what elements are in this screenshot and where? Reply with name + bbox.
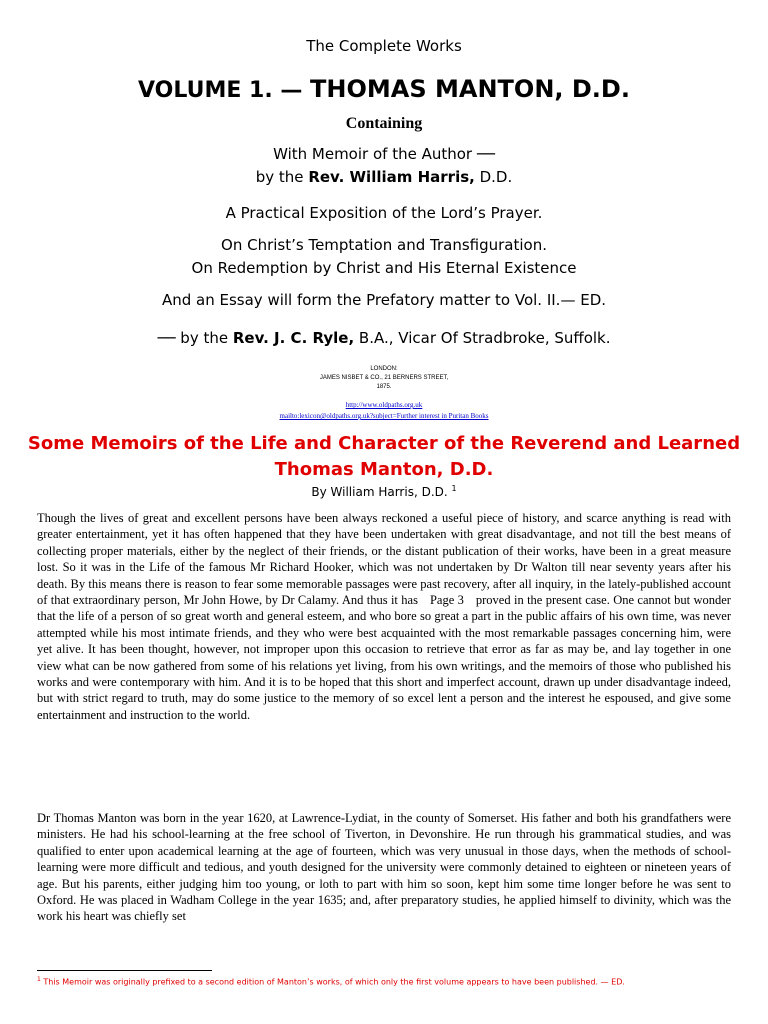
website-link[interactable]: http://www.oldpaths.org.uk <box>345 401 423 409</box>
essay-author-line <box>0 329 768 347</box>
footnote-number: 1 <box>37 976 41 983</box>
essay-by-prefix: ── by the <box>157 329 233 347</box>
email-link-row <box>0 405 768 423</box>
essay-author-name: Rev. J. C. Ryle, <box>232 329 355 347</box>
byline-text: By William Harris, D.D. <box>311 485 452 499</box>
paragraph-1-part-2: proved in the present case. One cannot but wonder that the life of a person of so great worth and general esteem, and who bore so great a part in the public affairs of his own time, was never attempted while his most intimate friends, and they who were best acquainted with the most remarkable passages concerning him, were yet alive. It has been thought, however, not improper upon this occasion to retrieve that error as far as may be, and lay together in one view what can be now gathered from some of his relations yet living, from his own writings, and the memoirs of those who published his works and were contemporary with him. And it is to be hoped that this short and imperfect account, drawn up under disadvantage indeed, but with strict regard to truth, may do some justice to the memory of so excel lent a person and the interest he espoused, and give some entertainment and instruction to the world. <box>37 593 731 722</box>
contents-item-temptation: On Christ’s Temptation and Transfiguration. <box>221 236 547 254</box>
page-marker: Page 3 <box>429 593 464 608</box>
memoir-author-name: Rev. William Harris, <box>308 168 475 186</box>
imprint-year: 1875. <box>376 384 392 390</box>
contents-item-lords-prayer: A Practical Exposition of the Lord’s Prayer. <box>225 204 543 222</box>
series-title: The Complete Works <box>306 37 462 55</box>
essay-by-suffix: B.A., Vicar Of Stradbroke, Suffolk. <box>354 329 611 347</box>
memoir-heading-line-2: Thomas Manton, D.D. <box>274 459 494 480</box>
volume-title <box>0 75 768 103</box>
footnote <box>37 976 737 987</box>
author-name: THOMAS MANTON, D.D. <box>310 75 630 103</box>
footnote-divider <box>37 970 212 971</box>
memoir-by-prefix: by the <box>255 168 309 186</box>
memoir-author-line <box>0 168 768 186</box>
memoir-by-suffix: D.D. <box>474 168 513 186</box>
memoir-paragraph-1 <box>37 510 731 723</box>
imprint-publisher: JAMES NISBET & CO., 21 BERNERS STREET, <box>319 375 449 381</box>
paragraph-1-part-1: Though the lives of great and excellent persons have been always reckoned a useful piece of history, and scarce anything is read with greater entertainment, yet it has often happened that they have been undertaken with great disadvantage, and not till the best means of collecting proper materials, either by the neglect of their friends, or the distant publication of their works, have been in a great measure lost. So it was in the Life of the famous Mr Richard Hooker, which was not undertaken by Dr Walton till near seventy years after his death. By this means there is reason to fear some memorable passages were past recovery, after all inquiry, in the lately-published account of that extraordinary person, Mr John Howe, by Dr Calamy. And thus it has <box>37 511 731 608</box>
footnote-text: This Memoir was originally prefixed to a second edition of Manton’s works, of which only the first volume appears to have been published. — ED. <box>40 977 625 987</box>
essay-line: And an Essay will form the Prefatory matter to Vol. II.— ED. <box>161 291 607 309</box>
contents-item-redemption: On Redemption by Christ and His Eternal Existence <box>191 259 577 277</box>
memoir-line: With Memoir of the Author ── <box>273 145 495 163</box>
email-link[interactable]: mailto:lexicon@oldpaths.org.uk?subject=Further interest in Puritan Books <box>279 412 489 420</box>
memoir-byline <box>0 484 768 499</box>
memoir-paragraph-2: Dr Thomas Manton was born in the year 1620, at Lawrence-Lydiat, in the county of Somerset. His father and both his grandfathers were ministers. He had his school-learning at the free school of Tiverton, in Devonshire. He run through his grammatical studies, and was qualified to enter upon academical learning at the age of fourteen, which was very unusual in those days, when the methods of school-learning were more difficult and tedious, and youth designed for the university were commonly detained to eighteen or nineteen years of age. But his parents, either judging him too young, or loth to part with him so soon, kept him some time longer before he was sent to Oxford. He was placed in Wadham College in the year 1635; and, after preparatory studies, he applied himself to divinity, which was the work his heart was chiefly set <box>37 811 731 924</box>
volume-prefix: VOLUME 1. — <box>138 78 311 103</box>
footnote-reference[interactable]: 1 <box>451 484 457 493</box>
imprint-place: LONDON: <box>370 366 398 372</box>
containing-label: Containing <box>345 115 423 132</box>
memoir-heading-line-1: Some Memoirs of the Life and Character of the Reverend and Learned <box>27 433 741 454</box>
